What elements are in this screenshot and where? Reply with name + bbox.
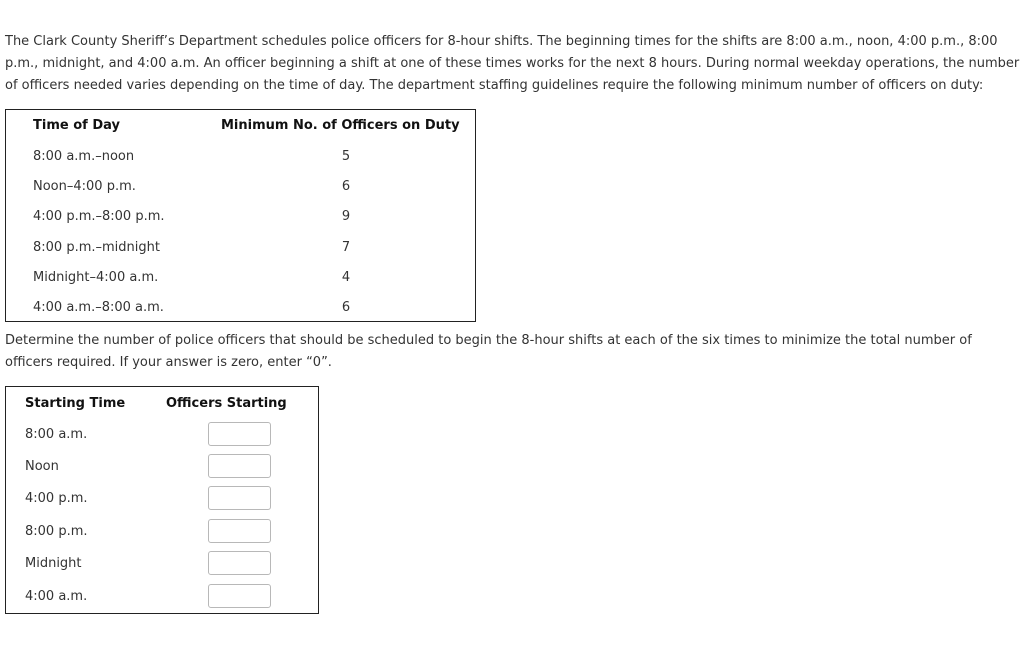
time-of-day-cell: 4:00 p.m.–8:00 p.m. bbox=[33, 209, 165, 224]
answer-row bbox=[6, 584, 318, 610]
column-header-starting-time: Starting Time bbox=[25, 396, 126, 411]
starting-time-label: Noon bbox=[25, 459, 59, 474]
column-header-officers-starting: Officers Starting bbox=[166, 396, 287, 411]
minimum-officers-cell: 9 bbox=[341, 209, 351, 224]
starting-time-label: Midnight bbox=[25, 556, 82, 571]
minimum-officers-cell: 4 bbox=[341, 270, 351, 285]
answer-row bbox=[6, 486, 318, 512]
minimum-officers-cell: 6 bbox=[341, 300, 351, 315]
minimum-officers-cell: 5 bbox=[341, 149, 351, 164]
time-of-day-cell: Noon–4:00 p.m. bbox=[33, 179, 136, 194]
officers-starting-midnight-input[interactable] bbox=[208, 551, 271, 575]
minimum-officers-cell: 7 bbox=[341, 240, 351, 255]
time-of-day-cell: 4:00 a.m.–8:00 a.m. bbox=[33, 300, 164, 315]
problem-intro: The Clark County Sheriff’s Department schedules police officers for 8-hour shifts. The beginning times for the shifts are 8:00 a.m., noon, 4:00 p.m., 8:00 p.m., midnight, and 4:00 a.m. An officer beginning a shift at one of these times works for the next 8 hours. During normal weekday operations, the number of officers needed varies depending on the time of day. The department staffing guidelines require the following minimum number of officers on duty: bbox=[5, 34, 1020, 93]
problem-instructions: Determine the number of police officers that should be scheduled to begin the 8-hour shifts at each of the six times to minimize the total number of officers required. If your answer is zero, enter “0”. bbox=[5, 333, 972, 370]
minimum-officers-cell: 6 bbox=[341, 179, 351, 194]
officers-starting-8pm-input[interactable] bbox=[208, 519, 271, 543]
officers-starting-noon-input[interactable] bbox=[208, 454, 271, 478]
starting-time-label: 4:00 a.m. bbox=[25, 589, 88, 604]
officers-starting-8am-input[interactable] bbox=[208, 422, 271, 446]
column-header-minimum-officers: Minimum No. of Officers on Duty bbox=[221, 118, 460, 133]
starting-time-label: 4:00 p.m. bbox=[25, 491, 88, 506]
officers-starting-4am-input[interactable] bbox=[208, 584, 271, 608]
starting-time-label: 8:00 p.m. bbox=[25, 524, 88, 539]
time-of-day-cell: Midnight–4:00 a.m. bbox=[33, 270, 159, 285]
staffing-table bbox=[5, 109, 476, 322]
staffing-row bbox=[6, 240, 475, 260]
staffing-row bbox=[6, 300, 475, 320]
starting-time-label: 8:00 a.m. bbox=[25, 427, 88, 442]
answer-table bbox=[5, 386, 319, 614]
staffing-row bbox=[6, 209, 475, 229]
staffing-row bbox=[6, 149, 475, 169]
answer-row bbox=[6, 422, 318, 448]
answer-row bbox=[6, 454, 318, 480]
answer-row bbox=[6, 551, 318, 577]
column-header-time-of-day: Time of Day bbox=[33, 118, 120, 133]
time-of-day-cell: 8:00 a.m.–noon bbox=[33, 149, 135, 164]
time-of-day-cell: 8:00 p.m.–midnight bbox=[33, 240, 160, 255]
staffing-row bbox=[6, 179, 475, 199]
staffing-row bbox=[6, 270, 475, 290]
answer-row bbox=[6, 519, 318, 545]
officers-starting-4pm-input[interactable] bbox=[208, 486, 271, 510]
